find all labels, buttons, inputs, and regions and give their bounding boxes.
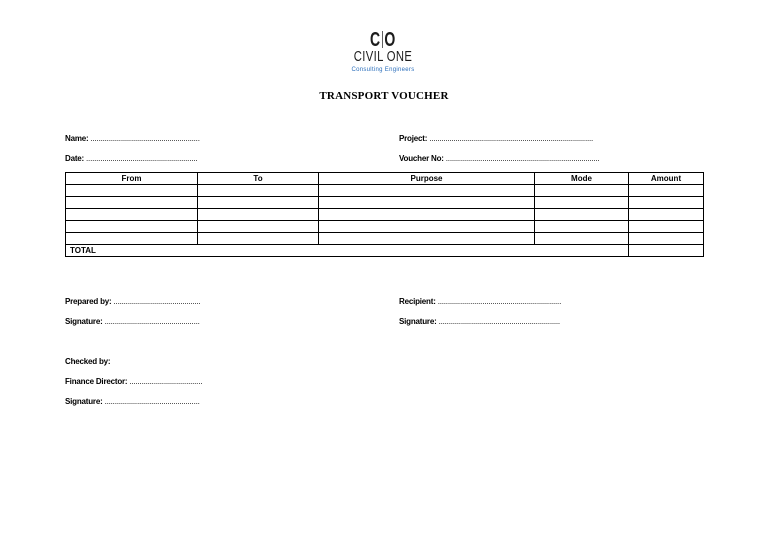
cell-to[interactable] <box>198 221 319 233</box>
recipient-signature-value: ............................................................ <box>436 317 560 326</box>
cell-purpose[interactable] <box>319 233 535 245</box>
finance-director-value: .................................... <box>127 377 203 386</box>
voucher-no-label: Voucher No: <box>399 154 444 163</box>
finance-director-label: Finance Director: <box>65 377 128 386</box>
cell-mode[interactable] <box>535 197 629 209</box>
table-row <box>66 209 704 221</box>
prepared-by-field[interactable] <box>65 297 201 306</box>
cell-purpose[interactable] <box>319 221 535 233</box>
cell-from[interactable] <box>66 209 198 221</box>
voucher-table <box>65 172 704 257</box>
total-amount-cell[interactable] <box>629 245 704 257</box>
date-label: Date: <box>65 154 85 163</box>
prepared-signature-field[interactable] <box>65 317 200 326</box>
cell-amount[interactable] <box>629 185 704 197</box>
column-header-from: From <box>66 173 198 185</box>
cell-amount[interactable] <box>629 209 704 221</box>
name-label: Name: <box>65 134 89 143</box>
cell-from[interactable] <box>66 185 198 197</box>
logo-company-name: CIVIL ONE <box>353 48 413 65</box>
voucher-no-field[interactable] <box>399 154 600 163</box>
cell-mode[interactable] <box>535 233 629 245</box>
checked-by-heading <box>65 357 110 366</box>
finance-signature-label: Signature: <box>65 397 103 406</box>
cell-mode[interactable] <box>535 185 629 197</box>
name-field[interactable] <box>65 134 200 143</box>
logo-separator <box>382 31 383 48</box>
cell-mode[interactable] <box>535 209 629 221</box>
checked-by-label: Checked by: <box>65 357 111 366</box>
table-header-row <box>66 173 704 185</box>
cell-to[interactable] <box>198 233 319 245</box>
project-field[interactable] <box>399 134 593 143</box>
recipient-value: ............................................................. <box>435 297 562 306</box>
prepared-by-label: Prepared by: <box>65 297 112 306</box>
cell-from[interactable] <box>66 221 198 233</box>
table-row <box>66 221 704 233</box>
finance-signature-field[interactable] <box>65 397 200 406</box>
finance-director-field[interactable] <box>65 377 202 386</box>
table-row <box>66 233 704 245</box>
cell-purpose[interactable] <box>319 185 535 197</box>
name-value: ...................................................... <box>88 134 200 143</box>
cell-to[interactable] <box>198 209 319 221</box>
column-header-purpose: Purpose <box>319 173 535 185</box>
logo-tagline: Consulting Engineers <box>351 67 415 73</box>
date-field[interactable] <box>65 154 197 163</box>
recipient-signature-label: Signature: <box>399 317 437 326</box>
table-row <box>66 185 704 197</box>
logo-mark-right: O <box>384 29 396 51</box>
recipient-label: Recipient: <box>399 297 436 306</box>
project-label: Project: <box>399 134 428 143</box>
project-value: ................................................................................. <box>427 134 594 143</box>
cell-to[interactable] <box>198 185 319 197</box>
logo-mark <box>346 30 420 50</box>
date-value: ....................................................... <box>84 154 198 163</box>
column-header-to: To <box>198 173 319 185</box>
cell-from[interactable] <box>66 197 198 209</box>
column-header-amount: Amount <box>629 173 704 185</box>
cell-amount[interactable] <box>629 233 704 245</box>
recipient-signature-field[interactable] <box>399 317 560 326</box>
cell-to[interactable] <box>198 197 319 209</box>
table-row <box>66 197 704 209</box>
company-logo <box>330 30 436 73</box>
cell-purpose[interactable] <box>319 209 535 221</box>
prepared-signature-label: Signature: <box>65 317 103 326</box>
cell-amount[interactable] <box>629 221 704 233</box>
prepared-signature-value: ............................................... <box>102 317 200 326</box>
voucher-no-value: ............................................................................ <box>443 154 600 163</box>
prepared-by-value: ........................................... <box>111 297 201 306</box>
column-header-mode: Mode <box>535 173 629 185</box>
cell-mode[interactable] <box>535 221 629 233</box>
total-row <box>66 245 704 257</box>
recipient-field[interactable] <box>399 297 561 306</box>
cell-from[interactable] <box>66 233 198 245</box>
cell-amount[interactable] <box>629 197 704 209</box>
finance-signature-value: ............................................... <box>102 397 200 406</box>
logo-mark-left: C <box>370 29 381 51</box>
document-title: TRANSPORT VOUCHER <box>319 90 449 102</box>
total-label: TOTAL <box>66 245 629 257</box>
cell-purpose[interactable] <box>319 197 535 209</box>
